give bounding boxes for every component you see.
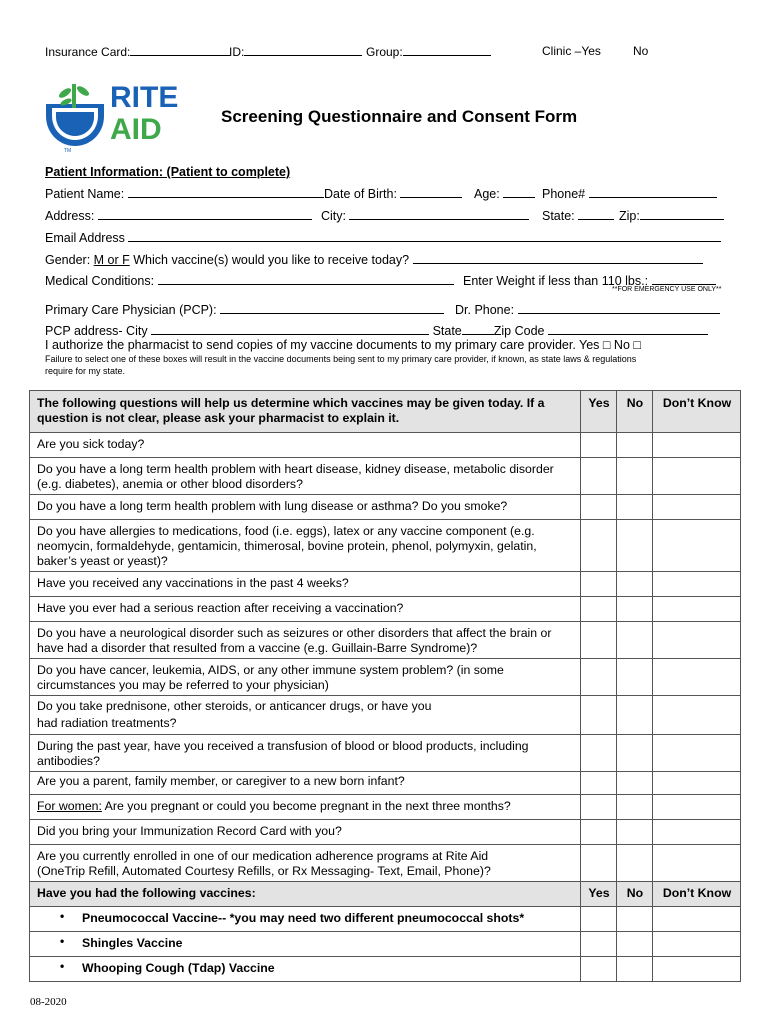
form-version-code: 08-2020 xyxy=(30,996,67,1008)
group-field[interactable] xyxy=(366,44,491,59)
answer-yes-cell[interactable] xyxy=(581,433,617,458)
answer-no-cell[interactable] xyxy=(617,820,653,845)
question-13: Did you bring your Immunization Record Card with you? xyxy=(37,824,342,838)
answer-no-cell[interactable] xyxy=(617,520,653,572)
answer-no-cell[interactable] xyxy=(617,433,653,458)
dob-label: Date of Birth: xyxy=(324,187,397,201)
answer-dont-know-cell[interactable] xyxy=(653,735,741,772)
answer-yes-cell[interactable] xyxy=(581,659,617,696)
phone-label: Phone# xyxy=(542,187,586,201)
dr-phone-label: Dr. Phone: xyxy=(455,303,515,317)
answer-yes-cell[interactable] xyxy=(581,957,617,982)
medical-conditions-field[interactable] xyxy=(45,273,454,288)
dr-phone-field[interactable] xyxy=(455,302,720,317)
answer-dont-know-cell[interactable] xyxy=(653,597,741,622)
answer-dont-know-cell[interactable] xyxy=(653,932,741,957)
city-field[interactable] xyxy=(321,208,529,223)
failure-note-line-1: Failure to select one of these boxes will result in the vaccine documents being sent to my primary care provider, if known, as state laws & regulations xyxy=(45,354,637,364)
question-5: Have you received any vaccinations in the past 4 weeks? xyxy=(37,576,349,590)
table-row xyxy=(30,597,741,622)
pcp-state-label: State xyxy=(432,324,462,338)
table-row xyxy=(30,735,741,772)
zip-label: Zip: xyxy=(619,209,640,223)
answer-dont-know-cell[interactable] xyxy=(653,795,741,820)
answer-dont-know-cell[interactable] xyxy=(653,907,741,932)
pcp-field[interactable] xyxy=(45,302,444,317)
answer-yes-cell[interactable] xyxy=(581,597,617,622)
vaccines-header-row xyxy=(30,882,741,907)
bullet: • xyxy=(60,959,65,973)
answer-no-cell[interactable] xyxy=(617,572,653,597)
answer-yes-cell[interactable] xyxy=(581,772,617,795)
screening-questions-table xyxy=(29,390,741,982)
question-7-line-1: Do you have a neurological disorder such as seizures or other disorders that affect the brain or xyxy=(37,626,552,640)
id-field[interactable] xyxy=(229,44,362,59)
pcp-address-label: PCP address- City xyxy=(45,324,148,338)
pcp-zip-label: Zip Code xyxy=(493,324,545,338)
question-10-line-2: antibodies? xyxy=(37,754,100,768)
logo-aid-text: AID xyxy=(110,113,162,146)
intro-line-1: The following questions will help us determine which vaccines may be given today. If a xyxy=(37,396,545,410)
question-14-line-1: Are you currently enrolled in one of our medication adherence programs at Rite Aid xyxy=(37,849,489,863)
answer-dont-know-cell[interactable] xyxy=(653,458,741,495)
answer-no-cell[interactable] xyxy=(617,659,653,696)
email-label: Email Address xyxy=(45,231,125,245)
col-no-header: No xyxy=(617,391,653,433)
table-header-row xyxy=(30,391,741,433)
table-row xyxy=(30,433,741,458)
page-title: Screening Questionnaire and Consent Form xyxy=(221,107,578,126)
question-9-line-1: Do you take prednisone, other steroids, or anticancer drugs, or have you xyxy=(37,699,432,713)
answer-dont-know-cell[interactable] xyxy=(653,433,741,458)
question-4-line-2: neomycin, formaldehyde, gentamicin, thimerosal, bovine protein, phenol, polymyxin, gelatin, xyxy=(37,539,537,553)
insurance-card-field[interactable] xyxy=(45,44,230,59)
patient-name-label: Patient Name: xyxy=(45,187,125,201)
state-field[interactable] xyxy=(542,208,614,223)
vaccines-col-no-header: No xyxy=(617,882,653,907)
gender-value: M or F xyxy=(93,253,130,267)
question-1: Are you sick today? xyxy=(37,437,145,451)
bullet: • xyxy=(60,934,65,948)
col-dont-know-header: Don’t Know xyxy=(653,391,741,433)
vaccines-header: Have you had the following vaccines: xyxy=(37,886,256,900)
logo-tm: TM xyxy=(64,148,72,154)
answer-dont-know-cell[interactable] xyxy=(653,772,741,795)
vaccine-tdap: Whooping Cough (Tdap) Vaccine xyxy=(82,961,275,975)
table-row xyxy=(30,659,741,696)
insurance-card-label: Insurance Card: xyxy=(45,45,131,59)
answer-no-cell[interactable] xyxy=(617,795,653,820)
city-label: City: xyxy=(321,209,346,223)
id-label: ID: xyxy=(229,45,245,59)
table-row xyxy=(30,932,741,957)
table-row xyxy=(30,458,741,495)
emergency-note: **FOR EMERGENCY USE ONLY** xyxy=(612,286,722,293)
answer-dont-know-cell[interactable] xyxy=(653,622,741,659)
address-label: Address: xyxy=(45,209,95,223)
answer-no-cell[interactable] xyxy=(617,495,653,520)
answer-dont-know-cell[interactable] xyxy=(653,820,741,845)
bullet: • xyxy=(60,909,65,923)
answer-yes-cell[interactable] xyxy=(581,907,617,932)
for-women-label: For women: xyxy=(37,799,102,813)
rite-aid-logo xyxy=(44,82,184,152)
answer-dont-know-cell[interactable] xyxy=(653,957,741,982)
question-12 xyxy=(37,799,574,814)
answer-yes-cell[interactable] xyxy=(581,795,617,820)
table-row xyxy=(30,772,741,795)
question-2-line-2: (e.g. diabetes), anemia or other blood disorders? xyxy=(37,477,303,491)
phone-field[interactable] xyxy=(542,186,717,201)
answer-yes-cell[interactable] xyxy=(581,735,617,772)
answer-no-cell[interactable] xyxy=(617,907,653,932)
table-row xyxy=(30,957,741,982)
dob-field[interactable] xyxy=(324,186,462,201)
vaccines-col-dont-know-header: Don’t Know xyxy=(653,882,741,907)
authorize-consent-text[interactable]: I authorize the pharmacist to send copies of my vaccine documents to my primary care provider. Yes □ No □ xyxy=(45,338,641,352)
answer-yes-cell[interactable] xyxy=(581,495,617,520)
gender-field[interactable] xyxy=(45,252,703,267)
question-8-line-1: Do you have cancer, leukemia, AIDS, or any other immune system problem? (in some xyxy=(37,663,504,677)
vaccines-col-yes-header: Yes xyxy=(581,882,617,907)
medical-conditions-label: Medical Conditions: xyxy=(45,274,155,288)
question-4-line-3: baker’s yeast or yeast)? xyxy=(37,554,168,568)
weight-label: Enter Weight if less than 110 lbs.: xyxy=(463,274,649,288)
answer-dont-know-cell[interactable] xyxy=(653,572,741,597)
answer-dont-know-cell[interactable] xyxy=(653,696,741,735)
answer-no-cell[interactable] xyxy=(617,622,653,659)
answer-no-cell[interactable] xyxy=(617,597,653,622)
col-yes-header: Yes xyxy=(581,391,617,433)
logo-rite-text: RITE xyxy=(110,81,179,114)
clinic-yes-option[interactable]: Clinic –Yes xyxy=(542,44,601,58)
answer-yes-cell[interactable] xyxy=(581,845,617,882)
question-4-line-1: Do you have allergies to medications, food (i.e. eggs), latex or any vaccine component (e.g. xyxy=(37,524,535,538)
patient-section-title: Patient Information: (Patient to complete) xyxy=(45,165,291,179)
question-6: Have you ever had a serious reaction after receiving a vaccination? xyxy=(37,601,404,615)
table-row xyxy=(30,820,741,845)
answer-no-cell[interactable] xyxy=(617,735,653,772)
pcp-label: Primary Care Physician (PCP): xyxy=(45,303,217,317)
answer-yes-cell[interactable] xyxy=(581,696,617,735)
answer-no-cell[interactable] xyxy=(617,957,653,982)
vaccine-shingles: Shingles Vaccine xyxy=(82,936,183,950)
question-9-line-2: had radiation treatments? xyxy=(37,716,177,730)
state-label: State: xyxy=(542,209,575,223)
question-14-line-2: (OneTrip Refill, Automated Courtesy Refills, or Rx Messaging- Text, Email, Phone)? xyxy=(37,864,491,878)
age-field[interactable] xyxy=(474,186,535,201)
answer-dont-know-cell[interactable] xyxy=(653,659,741,696)
table-row xyxy=(30,572,741,597)
table-row xyxy=(30,495,741,520)
question-3: Do you have a long term health problem with lung disease or asthma? Do you smoke? xyxy=(37,499,508,513)
table-row xyxy=(30,845,741,882)
mortar-pestle-icon xyxy=(44,82,106,148)
question-7-line-2: have had a disorder that resulted from a vaccine (e.g. Guillain-Barre Syndrome)? xyxy=(37,641,478,655)
question-10-line-1: During the past year, have you received a transfusion of blood or blood products, including xyxy=(37,739,529,753)
answer-no-cell[interactable] xyxy=(617,932,653,957)
table-row xyxy=(30,520,741,572)
answer-yes-cell[interactable] xyxy=(581,572,617,597)
answer-yes-cell[interactable] xyxy=(581,520,617,572)
answer-no-cell[interactable] xyxy=(617,458,653,495)
answer-yes-cell[interactable] xyxy=(581,932,617,957)
vaccine-question-label: Which vaccine(s) would you like to receive today? xyxy=(133,253,410,267)
question-8-line-2: circumstances you may be referred to your physician) xyxy=(37,678,329,692)
vaccine-pneumococcal: Pneumococcal Vaccine-- *you may need two different pneumococcal shots* xyxy=(82,911,525,925)
failure-note-line-2: require for my state. xyxy=(45,366,126,376)
question-2-line-1: Do you have a long term health problem with heart disease, kidney disease, metabolic disorder xyxy=(37,462,554,476)
answer-dont-know-cell[interactable] xyxy=(653,845,741,882)
email-field[interactable] xyxy=(45,230,721,245)
patient-name-field[interactable] xyxy=(45,186,324,201)
answer-dont-know-cell[interactable] xyxy=(653,520,741,572)
answer-no-cell[interactable] xyxy=(617,696,653,735)
gender-label: Gender: xyxy=(45,253,91,267)
question-11: Are you a parent, family member, or caregiver to a new born infant? xyxy=(37,774,405,788)
table-row xyxy=(30,795,741,820)
answer-yes-cell[interactable] xyxy=(581,622,617,659)
address-field[interactable] xyxy=(45,208,312,223)
table-row xyxy=(30,622,741,659)
zip-field[interactable] xyxy=(619,208,724,223)
table-row xyxy=(30,907,741,932)
group-label: Group: xyxy=(366,45,403,59)
table-row xyxy=(30,696,741,735)
answer-yes-cell[interactable] xyxy=(581,458,617,495)
answer-dont-know-cell[interactable] xyxy=(653,495,741,520)
question-12-text: Are you pregnant or could you become pregnant in the next three months? xyxy=(101,799,511,813)
answer-yes-cell[interactable] xyxy=(581,820,617,845)
clinic-no-option[interactable]: No xyxy=(633,44,649,58)
answer-no-cell[interactable] xyxy=(617,772,653,795)
pcp-address-field[interactable] xyxy=(45,323,708,338)
age-label: Age: xyxy=(474,187,500,201)
answer-no-cell[interactable] xyxy=(617,845,653,882)
intro-line-2: question is not clear, please ask your pharmacist to explain it. xyxy=(37,411,400,425)
